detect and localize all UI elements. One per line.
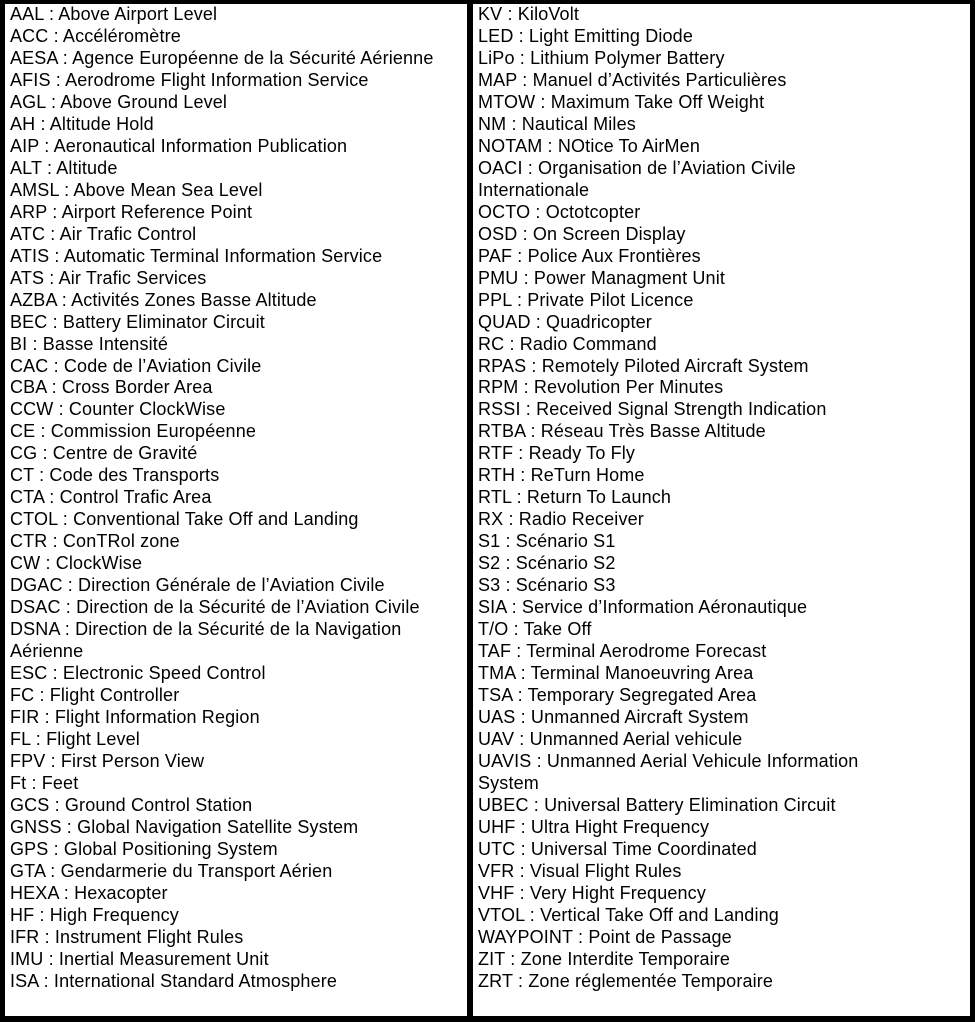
glossary-entry: UAV : Unmanned Aerial vehicule (478, 728, 743, 749)
glossary-entry: FPV : First Person View (10, 750, 205, 771)
glossary-entry: IMU : Inertial Measurement Unit (10, 948, 269, 969)
glossary-entry: LiPo : Lithium Polymer Battery (478, 47, 725, 68)
glossary-entry: CTR : ConTRol zone (10, 531, 180, 552)
glossary-entry: AESA : Agence Européenne de la Sécurité Aérienne (10, 47, 434, 68)
glossary-entry: ZIT : Zone Interdite Temporaire (478, 948, 731, 969)
glossary-entry: OACI : Organisation de l’Aviation Civile Internationale (478, 157, 796, 200)
glossary-entry: AGL : Above Ground Level (10, 91, 228, 112)
glossary-entry: SIA : Service d’Information Aéronautique (478, 597, 808, 618)
glossary-entry: AFIS : Aerodrome Flight Information Service (10, 69, 369, 90)
glossary-entry: GPS : Global Positioning System (10, 838, 278, 859)
glossary-entry: BEC : Battery Eliminator Circuit (10, 311, 265, 332)
glossary-entry: VFR : Visual Flight Rules (478, 860, 682, 881)
glossary-entry: MAP : Manuel d’Activités Particulières (478, 69, 787, 90)
left-column (10, 4, 465, 993)
glossary-entry: ISA : International Standard Atmosphere (10, 970, 338, 991)
glossary-entry: PPL : Private Pilot Licence (478, 289, 694, 310)
glossary-entry: BI : Basse Intensité (10, 333, 169, 354)
glossary-entry: S2 : Scénario S2 (478, 553, 616, 574)
glossary-entry: ACC : Accéléromètre (10, 25, 181, 46)
glossary-entry: RC : Radio Command (478, 333, 657, 354)
glossary-entry: GTA : Gendarmerie du Transport Aérien (10, 860, 333, 881)
glossary-entry: RPM : Revolution Per Minutes (478, 377, 724, 398)
glossary-entry: NOTAM : NOtice To AirMen (478, 135, 700, 156)
glossary-entry: GNSS : Global Navigation Satellite System (10, 816, 359, 837)
glossary-entry: AIP : Aeronautical Information Publication (10, 135, 348, 156)
glossary-entry: ESC : Electronic Speed Control (10, 663, 266, 684)
glossary-entry: CBA : Cross Border Area (10, 377, 213, 398)
glossary-entry: DGAC : Direction Générale de l’Aviation Civile (10, 575, 385, 596)
glossary-entry: ALT : Altitude (10, 157, 118, 178)
glossary-entry: CAC : Code de l’Aviation Civile (10, 355, 262, 376)
glossary-entry: PMU : Power Managment Unit (478, 267, 725, 288)
column-divider (467, 0, 473, 1016)
glossary-entry: OCTO : Octotcopter (478, 201, 641, 222)
glossary-entry: CTOL : Conventional Take Off and Landing (10, 509, 359, 530)
glossary-entry: CG : Centre de Gravité (10, 443, 198, 464)
glossary-entry: DSNA : Direction de la Sécurité de la Navigation Aérienne (10, 619, 402, 662)
glossary-entry: CCW : Counter ClockWise (10, 399, 226, 420)
glossary-entry: OSD : On Screen Display (478, 223, 686, 244)
glossary-entry: TMA : Terminal Manoeuvring Area (478, 663, 754, 684)
glossary-entry: AZBA : Activités Zones Basse Altitude (10, 289, 317, 310)
glossary-entry: ATS : Air Trafic Services (10, 267, 207, 288)
glossary-entry: KV : KiloVolt (478, 4, 580, 24)
glossary-entry: DSAC : Direction de la Sécurité de l’Aviation Civile (10, 597, 420, 618)
glossary-entry: TAF : Terminal Aerodrome Forecast (478, 641, 767, 662)
glossary-entry: QUAD : Quadricopter (478, 311, 652, 332)
glossary-entry: AAL : Above Airport Level (10, 4, 218, 24)
glossary-entry: ATC : Air Trafic Control (10, 223, 197, 244)
glossary-entry: GCS : Ground Control Station (10, 794, 253, 815)
glossary-entry: UHF : Ultra Hight Frequency (478, 816, 710, 837)
glossary-entry: CW : ClockWise (10, 553, 143, 574)
glossary-entry: AH : Altitude Hold (10, 113, 154, 134)
glossary-entry: S1 : Scénario S1 (478, 531, 616, 552)
glossary-entry: CE : Commission Européenne (10, 421, 257, 442)
glossary-entry: ATIS : Automatic Terminal Information Service (10, 245, 383, 266)
glossary-entry: LED : Light Emitting Diode (478, 25, 694, 46)
glossary-entry: RTH : ReTurn Home (478, 465, 645, 486)
glossary-entry: ZRT : Zone réglementée Temporaire (478, 970, 774, 991)
glossary-entry: RX : Radio Receiver (478, 509, 644, 530)
glossary-entry: AMSL : Above Mean Sea Level (10, 179, 263, 200)
glossary-entry: FIR : Flight Information Region (10, 707, 260, 727)
glossary-entry: S3 : Scénario S3 (478, 575, 616, 596)
glossary-entry: RSSI : Received Signal Strength Indication (478, 399, 827, 420)
glossary-entry: IFR : Instrument Flight Rules (10, 926, 244, 947)
glossary-entry: ARP : Airport Reference Point (10, 201, 253, 222)
glossary-entry: FC : Flight Controller (10, 685, 180, 706)
glossary-entry: HEXA : Hexacopter (10, 882, 168, 903)
glossary-entry: UAVIS : Unmanned Aerial Vehicule Information System (478, 750, 859, 793)
right-column (478, 4, 963, 993)
glossary-entry: CT : Code des Transports (10, 465, 220, 486)
glossary-entry: CTA : Control Trafic Area (10, 487, 212, 508)
glossary-entry: UBEC : Universal Battery Elimination Circuit (478, 794, 836, 815)
glossary-entry: VHF : Very Hight Frequency (478, 882, 706, 903)
glossary-entry: HF : High Frequency (10, 904, 179, 925)
glossary-entry: MTOW : Maximum Take Off Weight (478, 91, 765, 112)
glossary-entry: T/O : Take Off (478, 619, 592, 640)
glossary-entry: VTOL : Vertical Take Off and Landing (478, 904, 779, 925)
glossary-entry: UAS : Unmanned Aircraft System (478, 707, 749, 727)
glossary-entry: FL : Flight Level (10, 728, 140, 749)
glossary-entry: UTC : Universal Time Coordinated (478, 838, 757, 859)
glossary-entry: Ft : Feet (10, 772, 79, 793)
glossary-entry: PAF : Police Aux Frontières (478, 245, 701, 266)
glossary-entry: NM : Nautical Miles (478, 113, 636, 134)
glossary-entry: RPAS : Remotely Piloted Aircraft System (478, 355, 809, 376)
glossary-entry: TSA : Temporary Segregated Area (478, 685, 757, 706)
glossary-entry: RTL : Return To Launch (478, 487, 672, 508)
glossary-entry: WAYPOINT : Point de Passage (478, 926, 732, 947)
glossary-entry: RTF : Ready To Fly (478, 443, 636, 464)
glossary-entry: RTBA : Réseau Très Basse Altitude (478, 421, 766, 442)
